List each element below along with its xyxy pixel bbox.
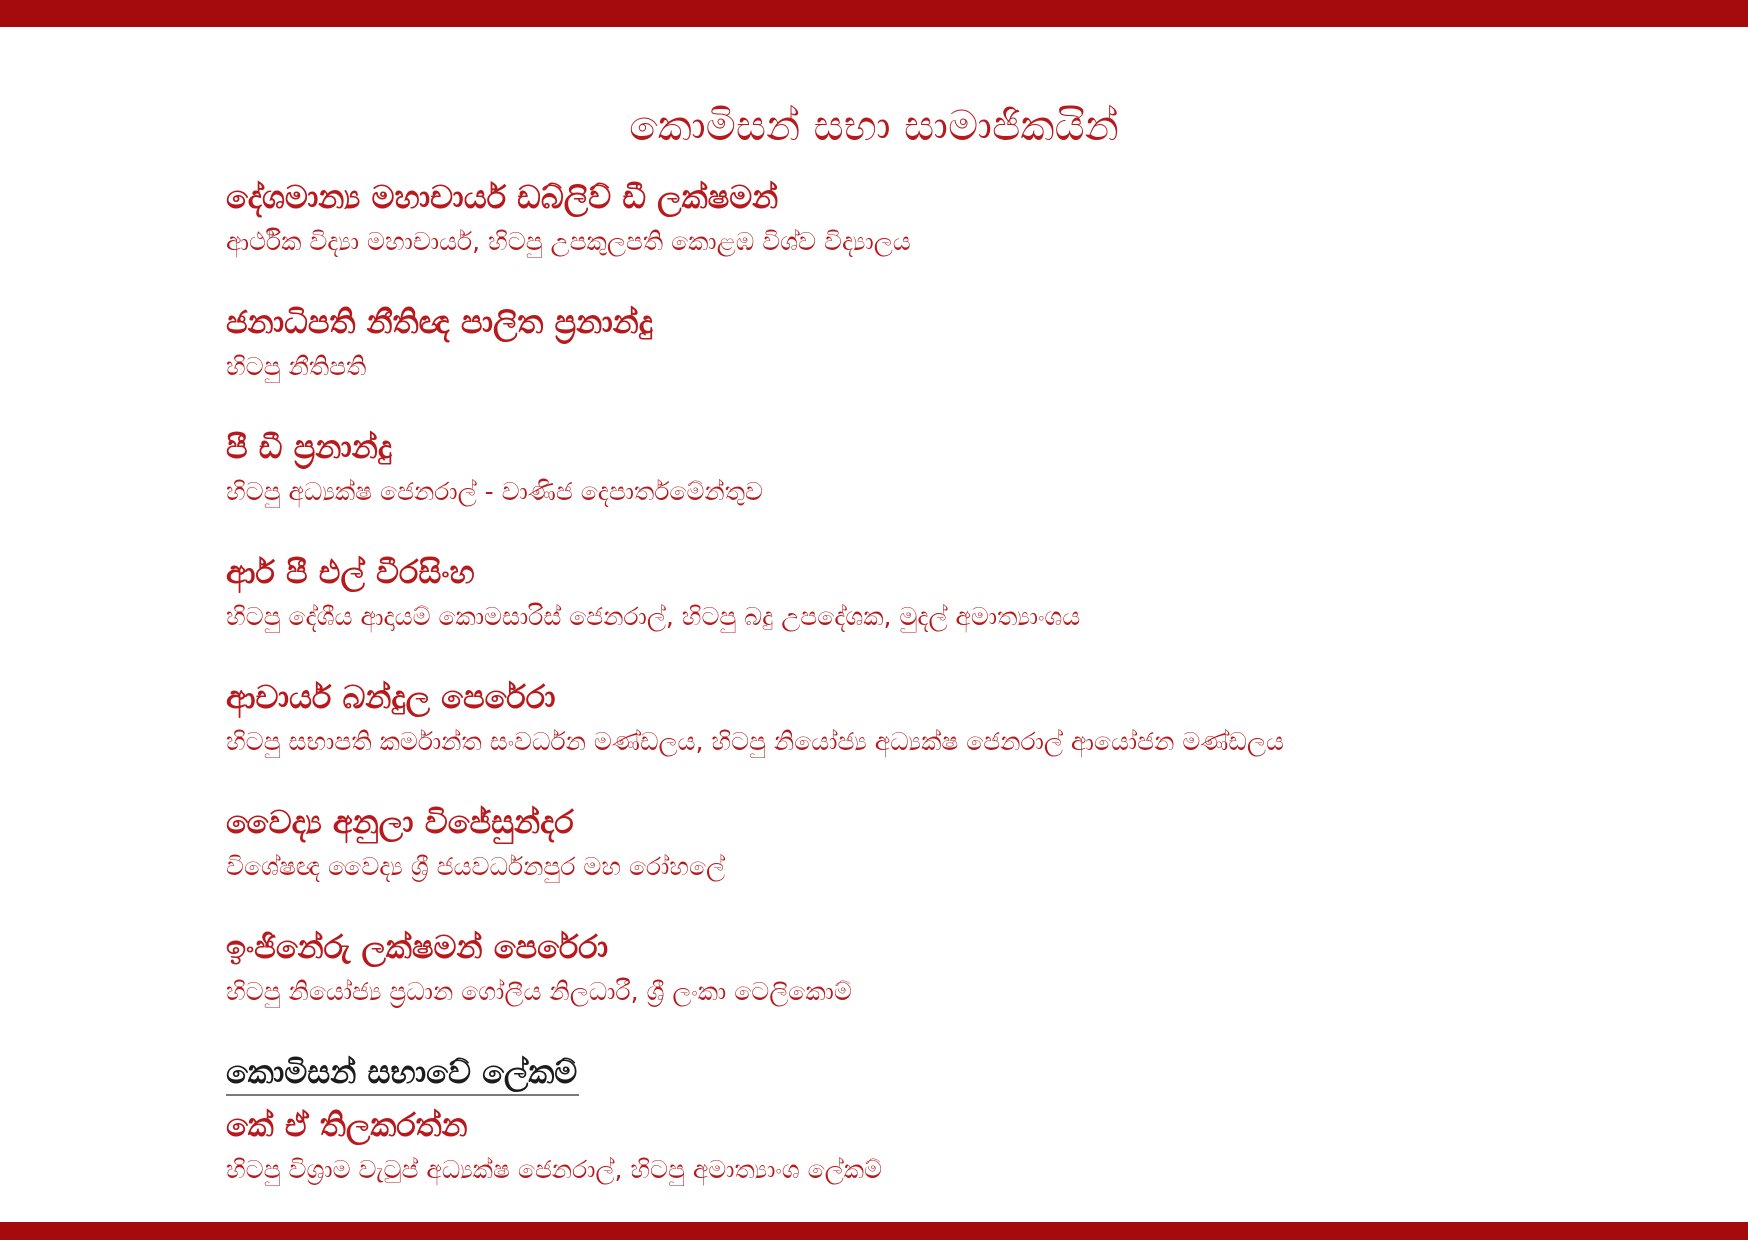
member-description: විශේෂඥ වෛද්‍ය ශ්‍රී ජයවර්ධනපුර මහ රෝහලේ — [226, 852, 726, 881]
member-name: ආචාර්ය බන්දුල පෙරේරා — [226, 678, 556, 716]
member-description: හිටපු නීතිපති — [226, 352, 367, 381]
member-description: හිටපු අධ්‍යක්ෂ ජෙනරාල් - වාණිජ දෙපාර්තමේන්තුව — [226, 477, 764, 506]
member-name: දේශමාන්‍ය මහාචාර්ය ඩබ්ලිව් ඩී ලක්ෂමන් — [226, 178, 779, 216]
page-title: කොමිසන් සභා සාමාජිකයින් — [629, 101, 1119, 151]
member-entry — [226, 797, 1706, 922]
member-entry — [226, 922, 1706, 1047]
member-entry — [226, 422, 1706, 547]
secretary-name: කේ ඒ තිලකරත්න — [226, 1106, 468, 1144]
member-name: ඉංජිනේරු ලක්ෂමන් පෙරේරා — [226, 928, 609, 966]
member-name: පී ඩී ප්‍රනාන්දු — [226, 428, 393, 466]
secretary-description: හිටපු විශ්‍රාම වැටුප් අධ්‍යක්ෂ ජෙනරාල්, හිටපු අමාත්‍යාංශ ලේකම් — [226, 1155, 883, 1184]
top-accent-bar — [0, 0, 1748, 27]
member-entry — [226, 672, 1706, 797]
member-description: ආර්ථික විද්‍යා මහාචාර්ය, හිටපු උපකුලපති කොළඹ විශ්ව විද්‍යාලය — [226, 227, 911, 256]
member-description: හිටපු නියෝජ්‍ය ප්‍රධාන ගෝලීය නිලධාරී, ශ්‍රී ලංකා ටෙලිකොම් — [226, 977, 852, 1006]
secretary-section — [226, 1050, 1706, 1190]
member-name: වෛද්‍ය අනුලා විජේසුන්දර — [226, 803, 574, 841]
member-entry — [226, 547, 1706, 672]
member-entry — [226, 297, 1706, 422]
members-list — [226, 172, 1706, 1047]
member-description: හිටපු දේශීය ආදායම් කොමසාරිස් ජෙනරාල්, හිටපු බදු උපදේශක, මුදල් අමාත්‍යාංශය — [226, 602, 1081, 631]
member-description: හිටපු සභාපති කර්මාන්ත සංවර්ධන මණ්ඩලය, හිටපු නියෝජ්‍ය අධ්‍යක්ෂ ජෙනරාල් ආයෝජන මණ්ඩලය — [226, 727, 1284, 756]
member-name: ජනාධිපති නීතිඥ පාලිත ප්‍රනාන්දු — [226, 303, 653, 341]
bottom-accent-bar — [0, 1222, 1748, 1240]
member-name: ආර් පී එල් වීරසිංහ — [226, 553, 475, 591]
member-entry — [226, 172, 1706, 297]
secretary-heading: කොමිසන් සභාවේ ලේකම් — [226, 1050, 579, 1096]
